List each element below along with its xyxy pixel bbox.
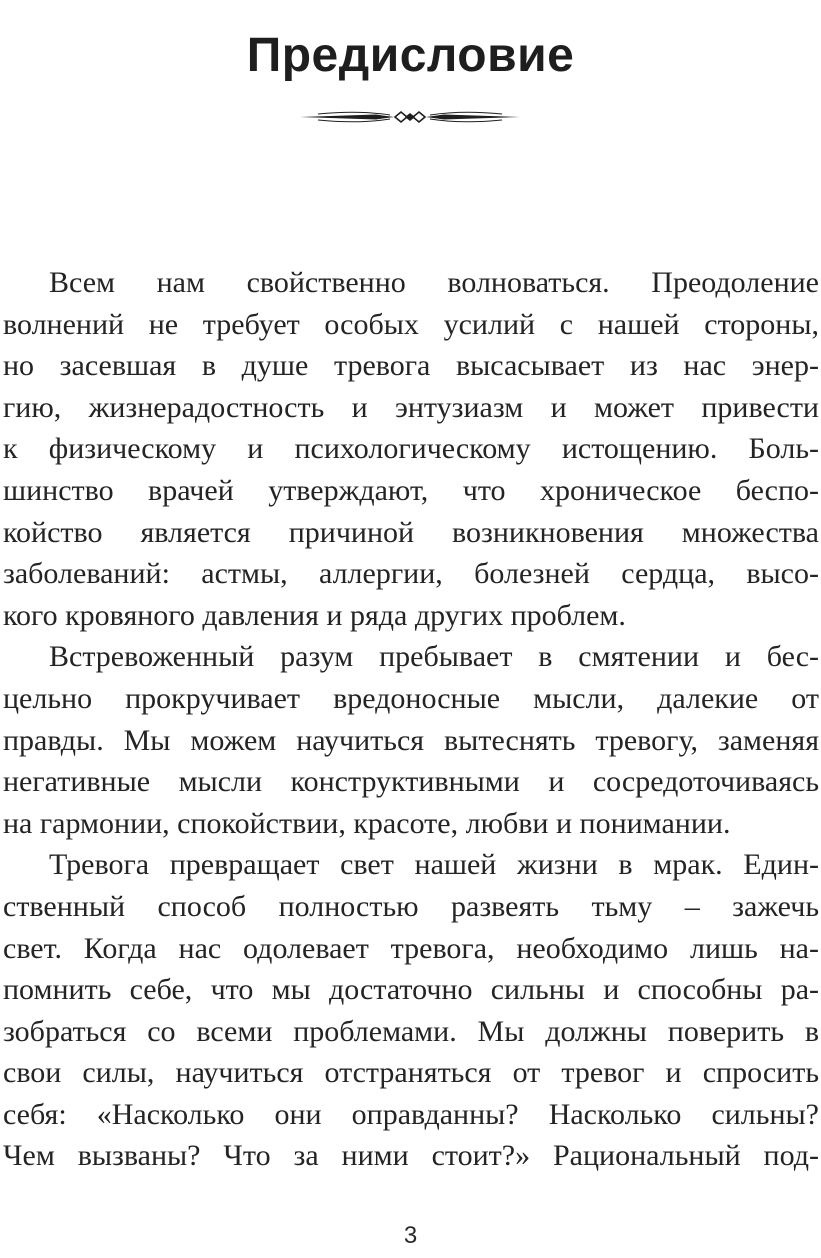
text-line: но засевшая в душе тревога высасывает из нас энер- bbox=[3, 349, 819, 383]
text-line: помнить себе, что мы достаточно сильны и способны ра- bbox=[3, 973, 819, 1007]
text-line: Тревога превращает свет нашей жизни в мрак. Един- bbox=[49, 848, 819, 882]
paragraph bbox=[3, 844, 819, 1177]
text-line: Всем нам свойственно волноваться. Преодоление bbox=[49, 266, 819, 299]
text-line: койство является причиной возникновения множества bbox=[3, 515, 819, 549]
text-line: кого кровяного давления и ряда других проблем. bbox=[3, 598, 626, 632]
text-line: свет. Когда нас одолевает тревога, необходимо лишь на- bbox=[3, 931, 819, 965]
page-number: 3 bbox=[403, 1222, 418, 1249]
text-line: к физическому и психологическому истощению. Боль- bbox=[3, 432, 819, 466]
decorative-divider-icon bbox=[298, 104, 522, 130]
text-line: свои силы, научиться отстраняться от тревог и спросить bbox=[3, 1056, 819, 1090]
text-line: гию, жизнерадостность и энтузиазм и может привести bbox=[3, 390, 819, 424]
paragraph bbox=[3, 636, 819, 844]
text-line: заболеваний: астмы, аллергии, болезней сердца, высо- bbox=[3, 557, 819, 591]
page-title: Предисловие bbox=[246, 29, 575, 83]
text-line: цельно прокручивает вредоносные мысли, далекие от bbox=[3, 681, 819, 715]
text-line: волнений не требует особых усилий с нашей стороны, bbox=[3, 307, 819, 341]
text-line: негативные мысли конструктивными и сосредоточиваясь bbox=[3, 765, 819, 799]
paragraph bbox=[3, 262, 819, 636]
text-line: ственный способ полностью развеять тьму – зажечь bbox=[3, 889, 819, 923]
text-line: себя: «Насколько они оправданны? Насколько сильны? bbox=[3, 1097, 819, 1131]
text-line: Чем вызваны? Что за ними стоит?» Рациональный под- bbox=[3, 1139, 819, 1173]
text-line: на гармонии, спокойствии, красоте, любви и понимании. bbox=[3, 806, 731, 840]
text-line: Встревоженный разум пребывает в смятении и бес- bbox=[49, 640, 819, 674]
body-text bbox=[3, 262, 819, 1177]
text-line: правды. Мы можем научиться вытеснять тревогу, заменяя bbox=[3, 723, 819, 757]
text-line: шинство врачей утверждают, что хроническое беспо- bbox=[3, 473, 819, 507]
text-line: зобраться со всеми проблемами. Мы должны поверить в bbox=[3, 1014, 819, 1048]
